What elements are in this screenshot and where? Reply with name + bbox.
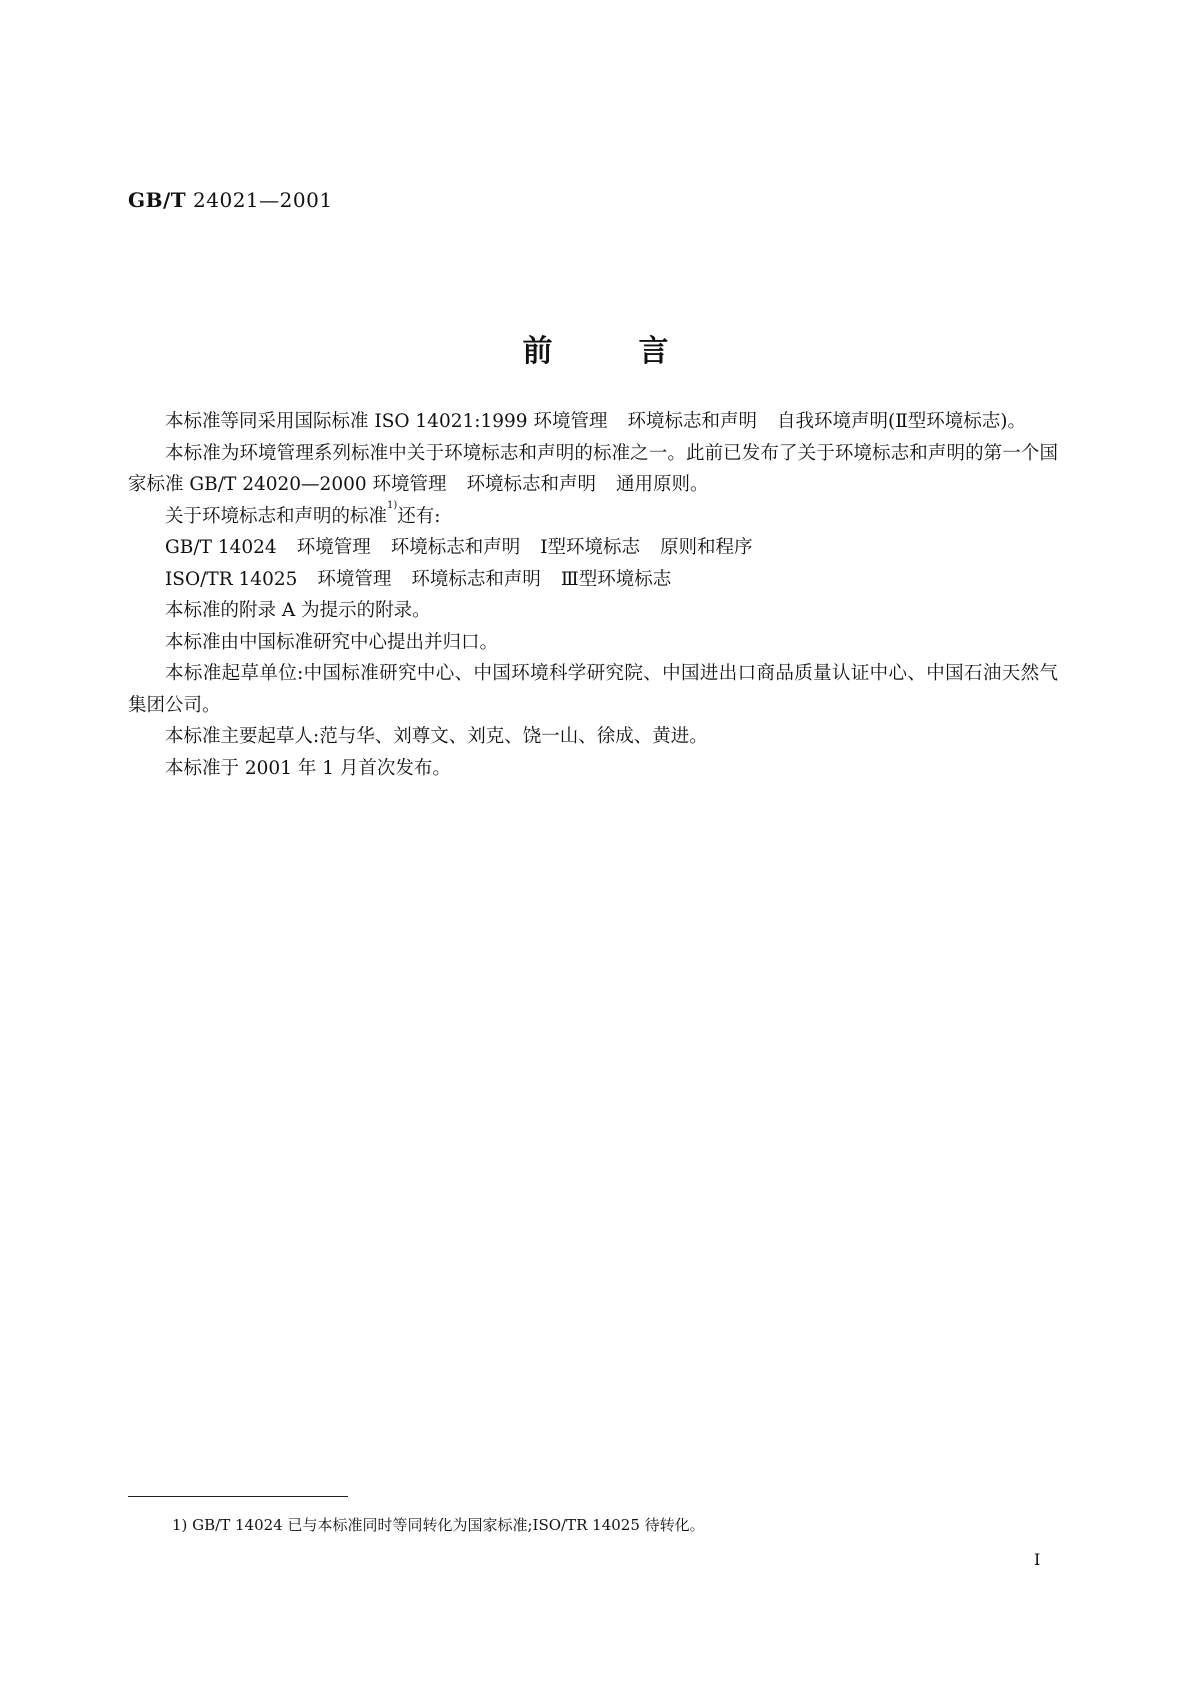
standard-code-prefix: GB/T (128, 188, 187, 212)
paragraph-segment: 本标准等同采用国际标准 ISO 14021:1999 环境管理 (165, 411, 608, 432)
footnote-divider (128, 1496, 348, 1497)
paragraph-segment: 还有: (397, 505, 441, 527)
paragraph-iso-tr-14025 (128, 564, 1058, 596)
paragraph-segment: GB/T 14024 (165, 537, 277, 558)
paragraph-segment: 环境标志和声明 (627, 411, 757, 432)
standard-code-number: 24021—2001 (193, 188, 333, 212)
paragraph-drafters (128, 721, 1058, 753)
paragraph-drafting-units (128, 658, 1058, 721)
paragraph-segment: 环境标志和声明 (466, 474, 597, 495)
paragraph-segment: 环境管理 (296, 537, 371, 558)
foreword-body (128, 406, 1058, 784)
paragraph-segment: 本标准为环境管理系列标准中关于环境标志和声明的标准之一。此前已发布了关于环境标志和声明的第一个国家标准 GB/T 24020—2000 环境管理 (128, 442, 1058, 495)
paragraph-segment: ISO/TR 14025 (165, 568, 298, 590)
paragraph-segment: 本标准由中国标准研究中心提出并归口。 (165, 631, 499, 653)
paragraph-segment: 通用原则。 (616, 474, 709, 495)
page-number: I (1034, 1550, 1041, 1569)
paragraph-segment: Ⅲ型环境标志 (560, 568, 672, 590)
paragraph-series (128, 438, 1058, 501)
paragraph-gbt-14024 (128, 532, 1058, 564)
paragraph-segment: 本标准的附录 A 为提示的附录。 (165, 600, 431, 621)
footnote: 1) GB/T 14024 已与本标准同时等同转化为国家标准;ISO/TR 14025 待转化。 (172, 1516, 705, 1534)
paragraph-segment: 本标准于 2001 年 1 月首次发布。 (165, 757, 451, 779)
paragraph-related-standards (128, 501, 1058, 533)
paragraph-segment: 原则和程序 (660, 537, 753, 558)
paragraph-annex (128, 595, 1058, 627)
paragraph-first-publication (128, 753, 1058, 785)
paragraph-segment: 关于环境标志和声明的标准 (165, 505, 388, 527)
page-title: 前言 (522, 334, 755, 369)
standard-code (128, 188, 333, 212)
paragraph-segment: 环境标志和声明 (390, 537, 521, 558)
paragraph-segment: 自我环境声明(Ⅱ型环境标志)。 (776, 411, 1026, 432)
paragraph-adoption (128, 406, 1058, 438)
paragraph-segment: 环境标志和声明 (411, 568, 541, 590)
footnote-marker: 1) (387, 499, 398, 511)
paragraph-segment: 本标准起草单位:中国标准研究中心、中国环境科学研究院、中国进出口商品质量认证中心、中国石油天然气集团公司。 (128, 663, 1058, 716)
paragraph-proposer (128, 627, 1058, 659)
paragraph-segment: 本标准主要起草人:范与华、刘尊文、刘克、饶一山、徐成、黄进。 (165, 726, 708, 747)
paragraph-segment: 环境管理 (317, 568, 392, 590)
paragraph-segment: Ⅰ型环境标志 (540, 537, 641, 558)
